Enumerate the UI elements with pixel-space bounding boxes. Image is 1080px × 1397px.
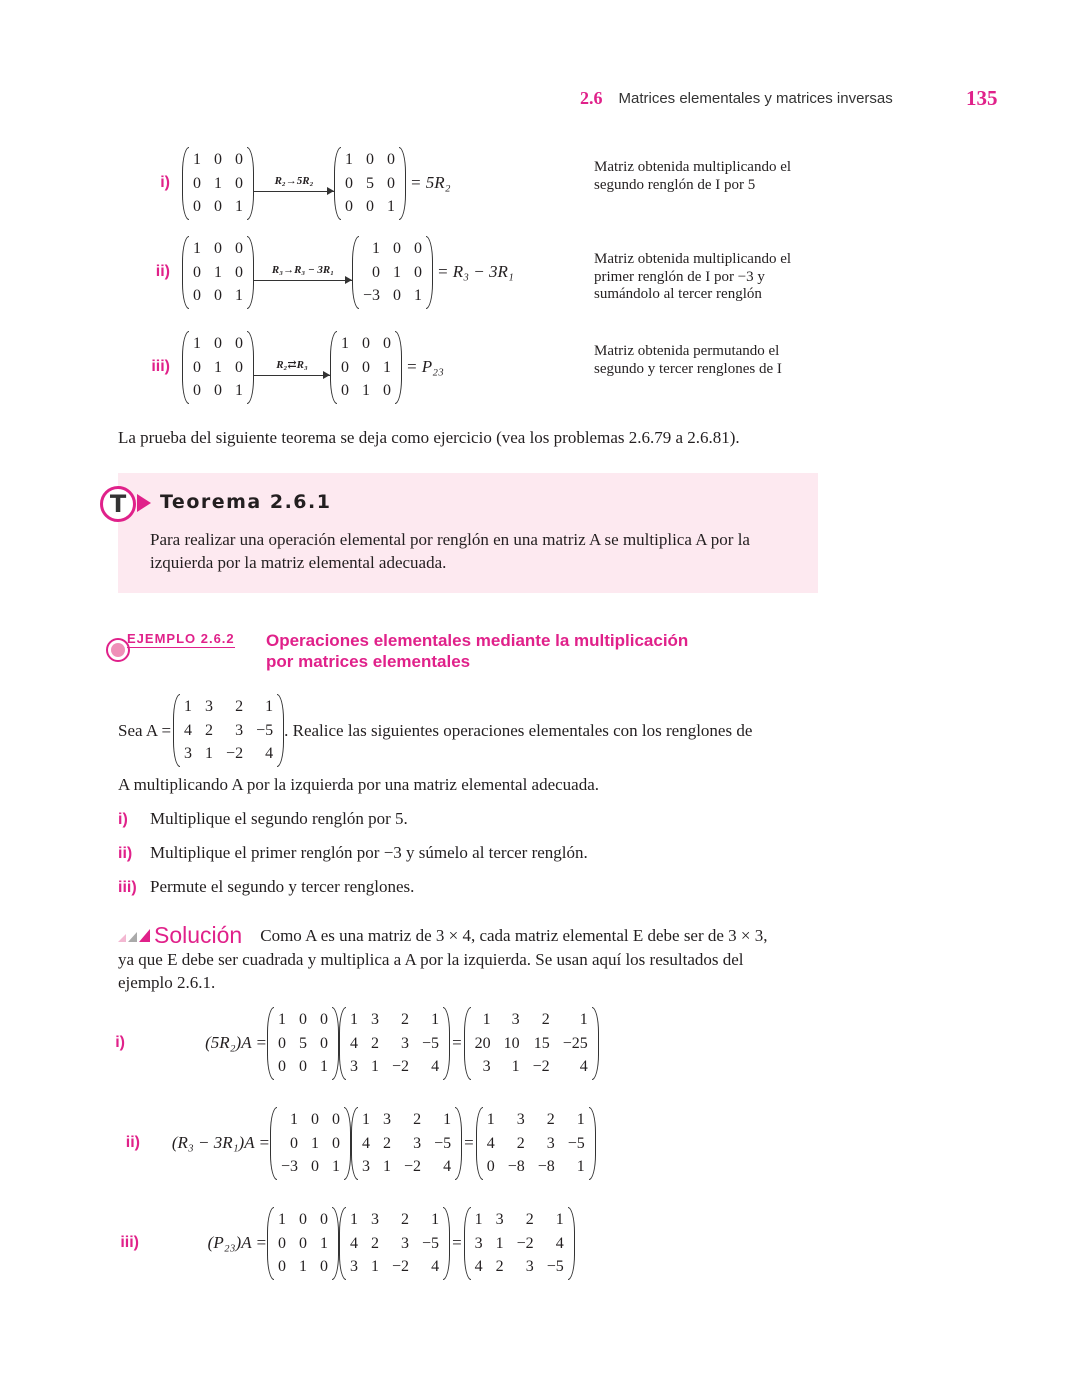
matrix-cell: 0 <box>235 263 243 281</box>
intro-paragraph: La prueba del siguiente teorema se deja como ejercicio (vea los problemas 2.6.79 a 2.6.81). <box>118 428 740 447</box>
matrix-cell: 0 <box>362 335 370 352</box>
left-parenthesis <box>464 1007 471 1080</box>
matrix-cell: 3 <box>350 1258 358 1275</box>
result-matrix <box>464 1007 599 1080</box>
matrix-cell: −5 <box>422 1234 440 1252</box>
right-parenthesis <box>399 147 406 220</box>
matrix-cell: 0 <box>414 263 423 281</box>
left-parenthesis <box>351 1107 358 1180</box>
matrix-cell: 4 <box>486 1134 495 1152</box>
elementary-matrix <box>330 331 402 404</box>
row-operation-arrow <box>254 263 352 281</box>
matrix-cell: 0 <box>193 198 201 215</box>
matrix-cell: 0 <box>290 1134 299 1152</box>
matrix-cell: 5 <box>299 1034 307 1052</box>
matrix-cell: 1 <box>214 263 222 281</box>
equals-sign: = <box>452 1233 462 1253</box>
matrix-entries <box>471 1007 592 1080</box>
matrix-cell: 0 <box>278 1234 286 1252</box>
matrix-a <box>339 1007 450 1080</box>
matrix-cell: 0 <box>345 198 353 215</box>
matrix-cell: 2 <box>371 1234 379 1252</box>
matrix-cell: 0 <box>341 382 349 399</box>
elementary-matrix <box>267 1007 339 1080</box>
matrix-cell: 1 <box>214 358 222 376</box>
matrix-cell: 1 <box>431 1011 440 1028</box>
matrix-cell: 3 <box>350 1058 358 1075</box>
matrix-cell: 4 <box>431 1058 440 1075</box>
matrix-cell: 2 <box>546 1111 555 1128</box>
matrix-cell: 1 <box>362 1111 371 1128</box>
matrix-cell: 2 <box>525 1211 534 1228</box>
matrix-cell: 4 <box>431 1258 440 1275</box>
left-parenthesis <box>339 1207 346 1280</box>
right-parenthesis <box>247 331 254 404</box>
left-parenthesis <box>352 236 359 309</box>
left-parenthesis <box>330 331 337 404</box>
right-parenthesis <box>589 1107 596 1180</box>
matrix-entries <box>346 1007 443 1080</box>
matrix-cell: −8 <box>537 1158 555 1175</box>
matrix-cell: 1 <box>214 174 222 192</box>
result-matrix <box>464 1207 575 1280</box>
elementary-row-i <box>0 147 455 220</box>
task-label: ii) <box>118 845 133 862</box>
example-tag: EJEMPLO 2.6.2 <box>127 631 235 646</box>
left-parenthesis <box>267 1007 274 1080</box>
left-parenthesis <box>173 694 180 767</box>
matrix-cell: 1 <box>482 1011 491 1028</box>
matrix-cell: 1 <box>278 1011 286 1028</box>
matrix-cell: 0 <box>372 263 381 281</box>
sea-a-label: Sea A = <box>118 720 172 740</box>
left-parenthesis <box>476 1107 483 1180</box>
example-title-line: Operaciones elementales mediante la multiplicación <box>266 631 689 650</box>
matrix-entries <box>341 147 399 220</box>
identity-matrix <box>182 236 254 309</box>
matrix-cell: 1 <box>443 1111 452 1128</box>
matrix-cell: 1 <box>486 1111 495 1128</box>
matrix-cell: 1 <box>205 745 214 762</box>
solution-text: Como A es una matriz de 3 × 4, cada matriz elemental E debe ser de 3 × 3, <box>260 926 768 945</box>
matrix-cell: 0 <box>214 240 222 257</box>
matrix-cell: −2 <box>226 745 244 762</box>
matrix-cell: 1 <box>278 1211 286 1228</box>
matrix-cell: 0 <box>299 1011 307 1028</box>
matrix-entries <box>346 1207 443 1280</box>
matrix-cell: 4 <box>350 1034 358 1052</box>
right-parenthesis <box>332 1207 339 1280</box>
matrix-cell: 1 <box>511 1058 520 1075</box>
matrix-entries <box>274 1207 332 1280</box>
matrix-cell: 4 <box>184 721 193 739</box>
description-i: Matriz obtenida multiplicando el segundo renglón de I por 5 <box>594 159 792 193</box>
matrix-cell: 3 <box>482 1058 491 1075</box>
right-parenthesis <box>426 236 433 309</box>
matrix-cell: −5 <box>546 1258 564 1275</box>
matrix-cell: 3 <box>401 1234 410 1252</box>
matrix-cell: 1 <box>350 1011 358 1028</box>
item-label: ii) <box>155 263 170 281</box>
matrix-cell: 1 <box>320 1234 328 1252</box>
matrix-cell: 3 <box>383 1111 392 1128</box>
matrix-cell: 1 <box>371 1258 379 1275</box>
matrix-cell: 2 <box>541 1011 550 1028</box>
right-parenthesis <box>344 1107 351 1180</box>
matrix-cell: 0 <box>383 335 391 352</box>
operation-label: R₂→5R₂ <box>274 175 314 188</box>
matrix-cell: 0 <box>214 335 222 352</box>
matrix-cell: 1 <box>576 1158 585 1175</box>
left-parenthesis <box>270 1107 277 1180</box>
matrix-cell: 0 <box>320 1258 328 1275</box>
matrix-cell: 1 <box>383 358 391 376</box>
row-operation-arrow <box>254 174 334 192</box>
matrix-cell: 1 <box>345 151 353 168</box>
elementary-matrix <box>334 147 406 220</box>
matrix-cell: 0 <box>387 174 395 192</box>
equation-label: iii) <box>120 1234 139 1252</box>
operation-label: R₃→R₃ − 3R₁ <box>271 264 335 277</box>
matrix-cell: 3 <box>371 1211 379 1228</box>
matrix-name: = 5R₂ <box>410 173 451 193</box>
right-parenthesis <box>443 1007 450 1080</box>
matrix-entries <box>483 1107 589 1180</box>
left-parenthesis <box>464 1207 471 1280</box>
row-operation-arrow <box>254 358 330 376</box>
matrix-cell: 0 <box>362 358 370 376</box>
solution-label: Solución <box>154 922 243 948</box>
matrix-cell: 1 <box>495 1234 504 1252</box>
matrix-cell: 3 <box>205 698 214 715</box>
matrix-cell: −2 <box>392 1058 410 1075</box>
left-parenthesis <box>182 331 189 404</box>
right-parenthesis <box>247 236 254 309</box>
right-parenthesis <box>395 331 402 404</box>
solution-text-line3: ejemplo 2.6.1. <box>118 973 216 992</box>
matrix-cell: 3 <box>495 1211 504 1228</box>
matrix-cell: 0 <box>193 174 201 192</box>
task-text: Multiplique el primer renglón por −3 y súmelo al tercer renglón. <box>150 843 588 862</box>
solution-text-line2: ya que E debe ser cuadrada y multiplica a A por la izquierda. Se usan aquí los resultados del <box>118 950 744 969</box>
matrix-cell: −2 <box>404 1158 422 1175</box>
equation-label: i) <box>115 1034 125 1052</box>
matrix-cell: 0 <box>193 263 201 281</box>
matrix-cell: 1 <box>311 1134 320 1152</box>
matrix-cell: 4 <box>265 745 274 762</box>
task-text: Multiplique el segundo renglón por 5. <box>150 809 408 828</box>
matrix-cell: 0 <box>320 1034 328 1052</box>
matrix-cell: 1 <box>265 698 274 715</box>
matrix-cell: 1 <box>414 287 423 304</box>
matrix-cell: −8 <box>507 1158 525 1175</box>
task-iii <box>118 875 414 899</box>
matrix-cell: 0 <box>299 1211 307 1228</box>
matrix-cell: 3 <box>235 721 244 739</box>
matrix-cell: 1 <box>193 240 201 257</box>
matrix-entries <box>180 694 277 767</box>
matrix-cell: 0 <box>214 151 222 168</box>
matrix-cell: 0 <box>345 174 353 192</box>
matrix-cell: 3 <box>546 1134 555 1152</box>
matrix-entries <box>358 1107 455 1180</box>
matrix-cell: 1 <box>576 1111 585 1128</box>
matrix-cell: 1 <box>193 151 201 168</box>
equation-lhs: (R₃ − 3R₁)A = <box>171 1133 270 1153</box>
statement-text: . Realice las siguientes operaciones elementales con los renglones de <box>284 720 753 740</box>
matrix-cell: 0 <box>214 287 222 304</box>
matrix-cell: 1 <box>341 335 349 352</box>
matrix-a <box>351 1107 462 1180</box>
item-label: iii) <box>151 358 170 376</box>
matrix-cell: 3 <box>401 1034 410 1052</box>
matrix-entries <box>189 147 247 220</box>
elementary-matrix <box>267 1207 339 1280</box>
matrix-cell: 4 <box>555 1234 564 1252</box>
matrix-cell: 1 <box>193 335 201 352</box>
matrix-cell: 0 <box>299 1234 307 1252</box>
matrix-entries <box>359 236 426 309</box>
matrix-cell: 0 <box>193 287 201 304</box>
page-number: 135 <box>966 86 998 110</box>
task-text: Permute el segundo y tercer renglones. <box>150 877 415 896</box>
matrix-cell: 0 <box>387 151 395 168</box>
right-parenthesis <box>332 1007 339 1080</box>
matrix-cell: 1 <box>393 263 402 281</box>
right-parenthesis <box>592 1007 599 1080</box>
matrix-cell: 4 <box>350 1234 358 1252</box>
matrix-cell: 1 <box>299 1258 307 1275</box>
matrix-a <box>173 694 284 767</box>
matrix-cell: −2 <box>516 1234 534 1252</box>
matrix-cell: −2 <box>532 1058 550 1075</box>
matrix-cell: 2 <box>495 1258 504 1275</box>
right-parenthesis <box>568 1207 575 1280</box>
matrix-cell: −25 <box>562 1034 588 1052</box>
matrix-cell: 2 <box>401 1211 410 1228</box>
matrix-cell: 0 <box>332 1111 341 1128</box>
matrix-cell: 1 <box>235 198 243 215</box>
matrix-cell: 3 <box>371 1011 379 1028</box>
result-matrix <box>476 1107 596 1180</box>
matrix-cell: 4 <box>443 1158 452 1175</box>
elementary-row-iii <box>0 331 448 404</box>
right-parenthesis <box>277 694 284 767</box>
matrix-cell: 2 <box>516 1134 525 1152</box>
matrix-cell: 0 <box>414 240 423 257</box>
matrix-cell: 0 <box>311 1158 320 1175</box>
matrix-cell: 1 <box>431 1211 440 1228</box>
matrix-cell: −3 <box>363 287 381 304</box>
matrix-cell: 0 <box>311 1111 320 1128</box>
matrix-cell: 0 <box>320 1211 328 1228</box>
matrix-a <box>339 1207 450 1280</box>
left-parenthesis <box>339 1007 346 1080</box>
matrix-cell: 3 <box>184 745 193 762</box>
solution-triangles-icon <box>118 929 150 942</box>
matrix-cell: 5 <box>366 174 374 192</box>
matrix-cell: 1 <box>474 1211 483 1228</box>
matrix-cell: 10 <box>503 1034 520 1052</box>
matrix-cell: 0 <box>393 287 402 304</box>
matrix-cell: 3 <box>413 1134 422 1152</box>
theorem-body: Para realizar una operación elemental por renglón en una matriz A se multiplica A por la izquierda por la matriz elemental adecuada. <box>150 530 750 572</box>
matrix-cell: 0 <box>341 358 349 376</box>
section-title: Matrices elementales y matrices inversas <box>618 90 893 107</box>
left-parenthesis <box>182 236 189 309</box>
matrix-cell: 0 <box>486 1158 495 1175</box>
right-parenthesis <box>443 1207 450 1280</box>
matrix-cell: 1 <box>387 198 395 215</box>
matrix-cell: 4 <box>474 1258 483 1275</box>
task-label: iii) <box>118 879 137 896</box>
matrix-cell: 0 <box>214 382 222 399</box>
matrix-cell: 15 <box>533 1034 550 1052</box>
matrix-name: = R₃ − 3R₁ <box>437 262 514 282</box>
matrix-cell: −5 <box>422 1034 440 1052</box>
matrix-cell: 1 <box>235 287 243 304</box>
example-statement <box>118 694 752 767</box>
equation-lhs: (5R₂)A = <box>205 1033 267 1053</box>
matrix-cell: 1 <box>371 1058 379 1075</box>
description-ii: Matriz obtenida multiplicando el primer renglón de I por −3 y sumándolo al tercer renglón <box>594 251 792 302</box>
matrix-cell: 0 <box>235 174 243 192</box>
matrix-cell: 1 <box>320 1058 328 1075</box>
matrix-cell: 3 <box>516 1111 525 1128</box>
theorem-arrow-icon <box>137 494 151 512</box>
matrix-cell: 1 <box>372 240 381 257</box>
description-iii: Matriz obtenida permutando el segundo y tercer renglones de I <box>594 343 782 377</box>
left-parenthesis <box>182 147 189 220</box>
left-parenthesis <box>267 1207 274 1280</box>
identity-matrix <box>182 331 254 404</box>
theorem-title: Teorema 2.6.1 <box>160 491 332 513</box>
matrix-cell: −2 <box>392 1258 410 1275</box>
matrix-cell: 0 <box>383 382 391 399</box>
right-parenthesis <box>455 1107 462 1180</box>
elementary-row-ii <box>0 236 518 309</box>
matrix-entries <box>189 331 247 404</box>
matrix-entries <box>274 1007 332 1080</box>
task-i <box>118 807 408 831</box>
matrix-cell: 1 <box>332 1158 341 1175</box>
matrix-entries <box>277 1107 344 1180</box>
matrix-cell: 0 <box>393 240 402 257</box>
matrix-cell: 3 <box>362 1158 371 1175</box>
matrix-cell: −5 <box>567 1134 585 1152</box>
identity-matrix <box>182 147 254 220</box>
elementary-matrix <box>270 1107 351 1180</box>
matrix-cell: 0 <box>320 1011 328 1028</box>
operation-label: R₂⇄R₃ <box>276 359 308 372</box>
solution-equation-iii <box>0 1207 575 1280</box>
matrix-entries <box>337 331 395 404</box>
matrix-cell: 0 <box>193 358 201 376</box>
matrix-cell: 0 <box>299 1058 307 1075</box>
matrix-entries <box>471 1207 568 1280</box>
item-label: i) <box>160 174 170 192</box>
matrix-cell: 0 <box>235 240 243 257</box>
matrix-cell: 2 <box>413 1111 422 1128</box>
equation-lhs: (P₂₃)A = <box>207 1233 267 1253</box>
theorem-icon: T <box>100 486 136 522</box>
equals-sign: = <box>452 1033 462 1053</box>
section-number: 2.6 <box>580 88 603 108</box>
matrix-cell: 2 <box>371 1034 379 1052</box>
matrix-cell: −5 <box>434 1134 452 1152</box>
example-title <box>266 630 688 672</box>
matrix-cell: 0 <box>193 382 201 399</box>
statement-continuation: A multiplicando A por la izquierda por una matriz elemental adecuada. <box>118 775 600 794</box>
matrix-cell: 0 <box>278 1058 286 1075</box>
matrix-cell: 1 <box>184 698 193 715</box>
matrix-cell: 0 <box>366 151 374 168</box>
matrix-cell: 1 <box>579 1011 588 1028</box>
left-parenthesis <box>334 147 341 220</box>
matrix-cell: 2 <box>383 1134 392 1152</box>
matrix-cell: 0 <box>214 198 222 215</box>
matrix-cell: 3 <box>525 1258 534 1275</box>
example-title-line: por matrices elementales <box>266 652 471 671</box>
solution-heading <box>118 922 768 949</box>
task-label: i) <box>118 811 128 828</box>
matrix-cell: 1 <box>362 382 370 399</box>
matrix-cell: 0 <box>278 1258 286 1275</box>
matrix-cell: 0 <box>278 1034 286 1052</box>
elementary-matrix <box>352 236 433 309</box>
matrix-cell: 0 <box>235 358 243 376</box>
matrix-cell: 0 <box>366 198 374 215</box>
matrix-cell: 1 <box>235 382 243 399</box>
matrix-cell: 2 <box>235 698 244 715</box>
equals-sign: = <box>464 1133 474 1153</box>
matrix-cell: 1 <box>350 1211 358 1228</box>
matrix-cell: 1 <box>290 1111 299 1128</box>
matrix-cell: 3 <box>511 1011 520 1028</box>
matrix-cell: 1 <box>555 1211 564 1228</box>
matrix-name: = P₂₃ <box>406 357 444 377</box>
matrix-cell: 2 <box>401 1011 410 1028</box>
matrix-cell: 2 <box>205 721 214 739</box>
matrix-cell: 3 <box>474 1234 483 1252</box>
task-ii <box>118 841 588 865</box>
solution-equation-i <box>0 1007 599 1080</box>
matrix-cell: 20 <box>474 1034 491 1052</box>
matrix-cell: −5 <box>256 721 274 739</box>
matrix-cell: 1 <box>383 1158 392 1175</box>
matrix-cell: 0 <box>332 1134 341 1152</box>
matrix-cell: 4 <box>579 1058 588 1075</box>
running-header <box>580 88 893 109</box>
matrix-cell: 0 <box>235 335 243 352</box>
matrix-entries <box>189 236 247 309</box>
equation-label: ii) <box>125 1134 140 1152</box>
matrix-cell: 4 <box>362 1134 371 1152</box>
right-parenthesis <box>247 147 254 220</box>
solution-equation-ii <box>0 1107 596 1180</box>
matrix-cell: 0 <box>235 151 243 168</box>
matrix-cell: −3 <box>281 1158 299 1175</box>
